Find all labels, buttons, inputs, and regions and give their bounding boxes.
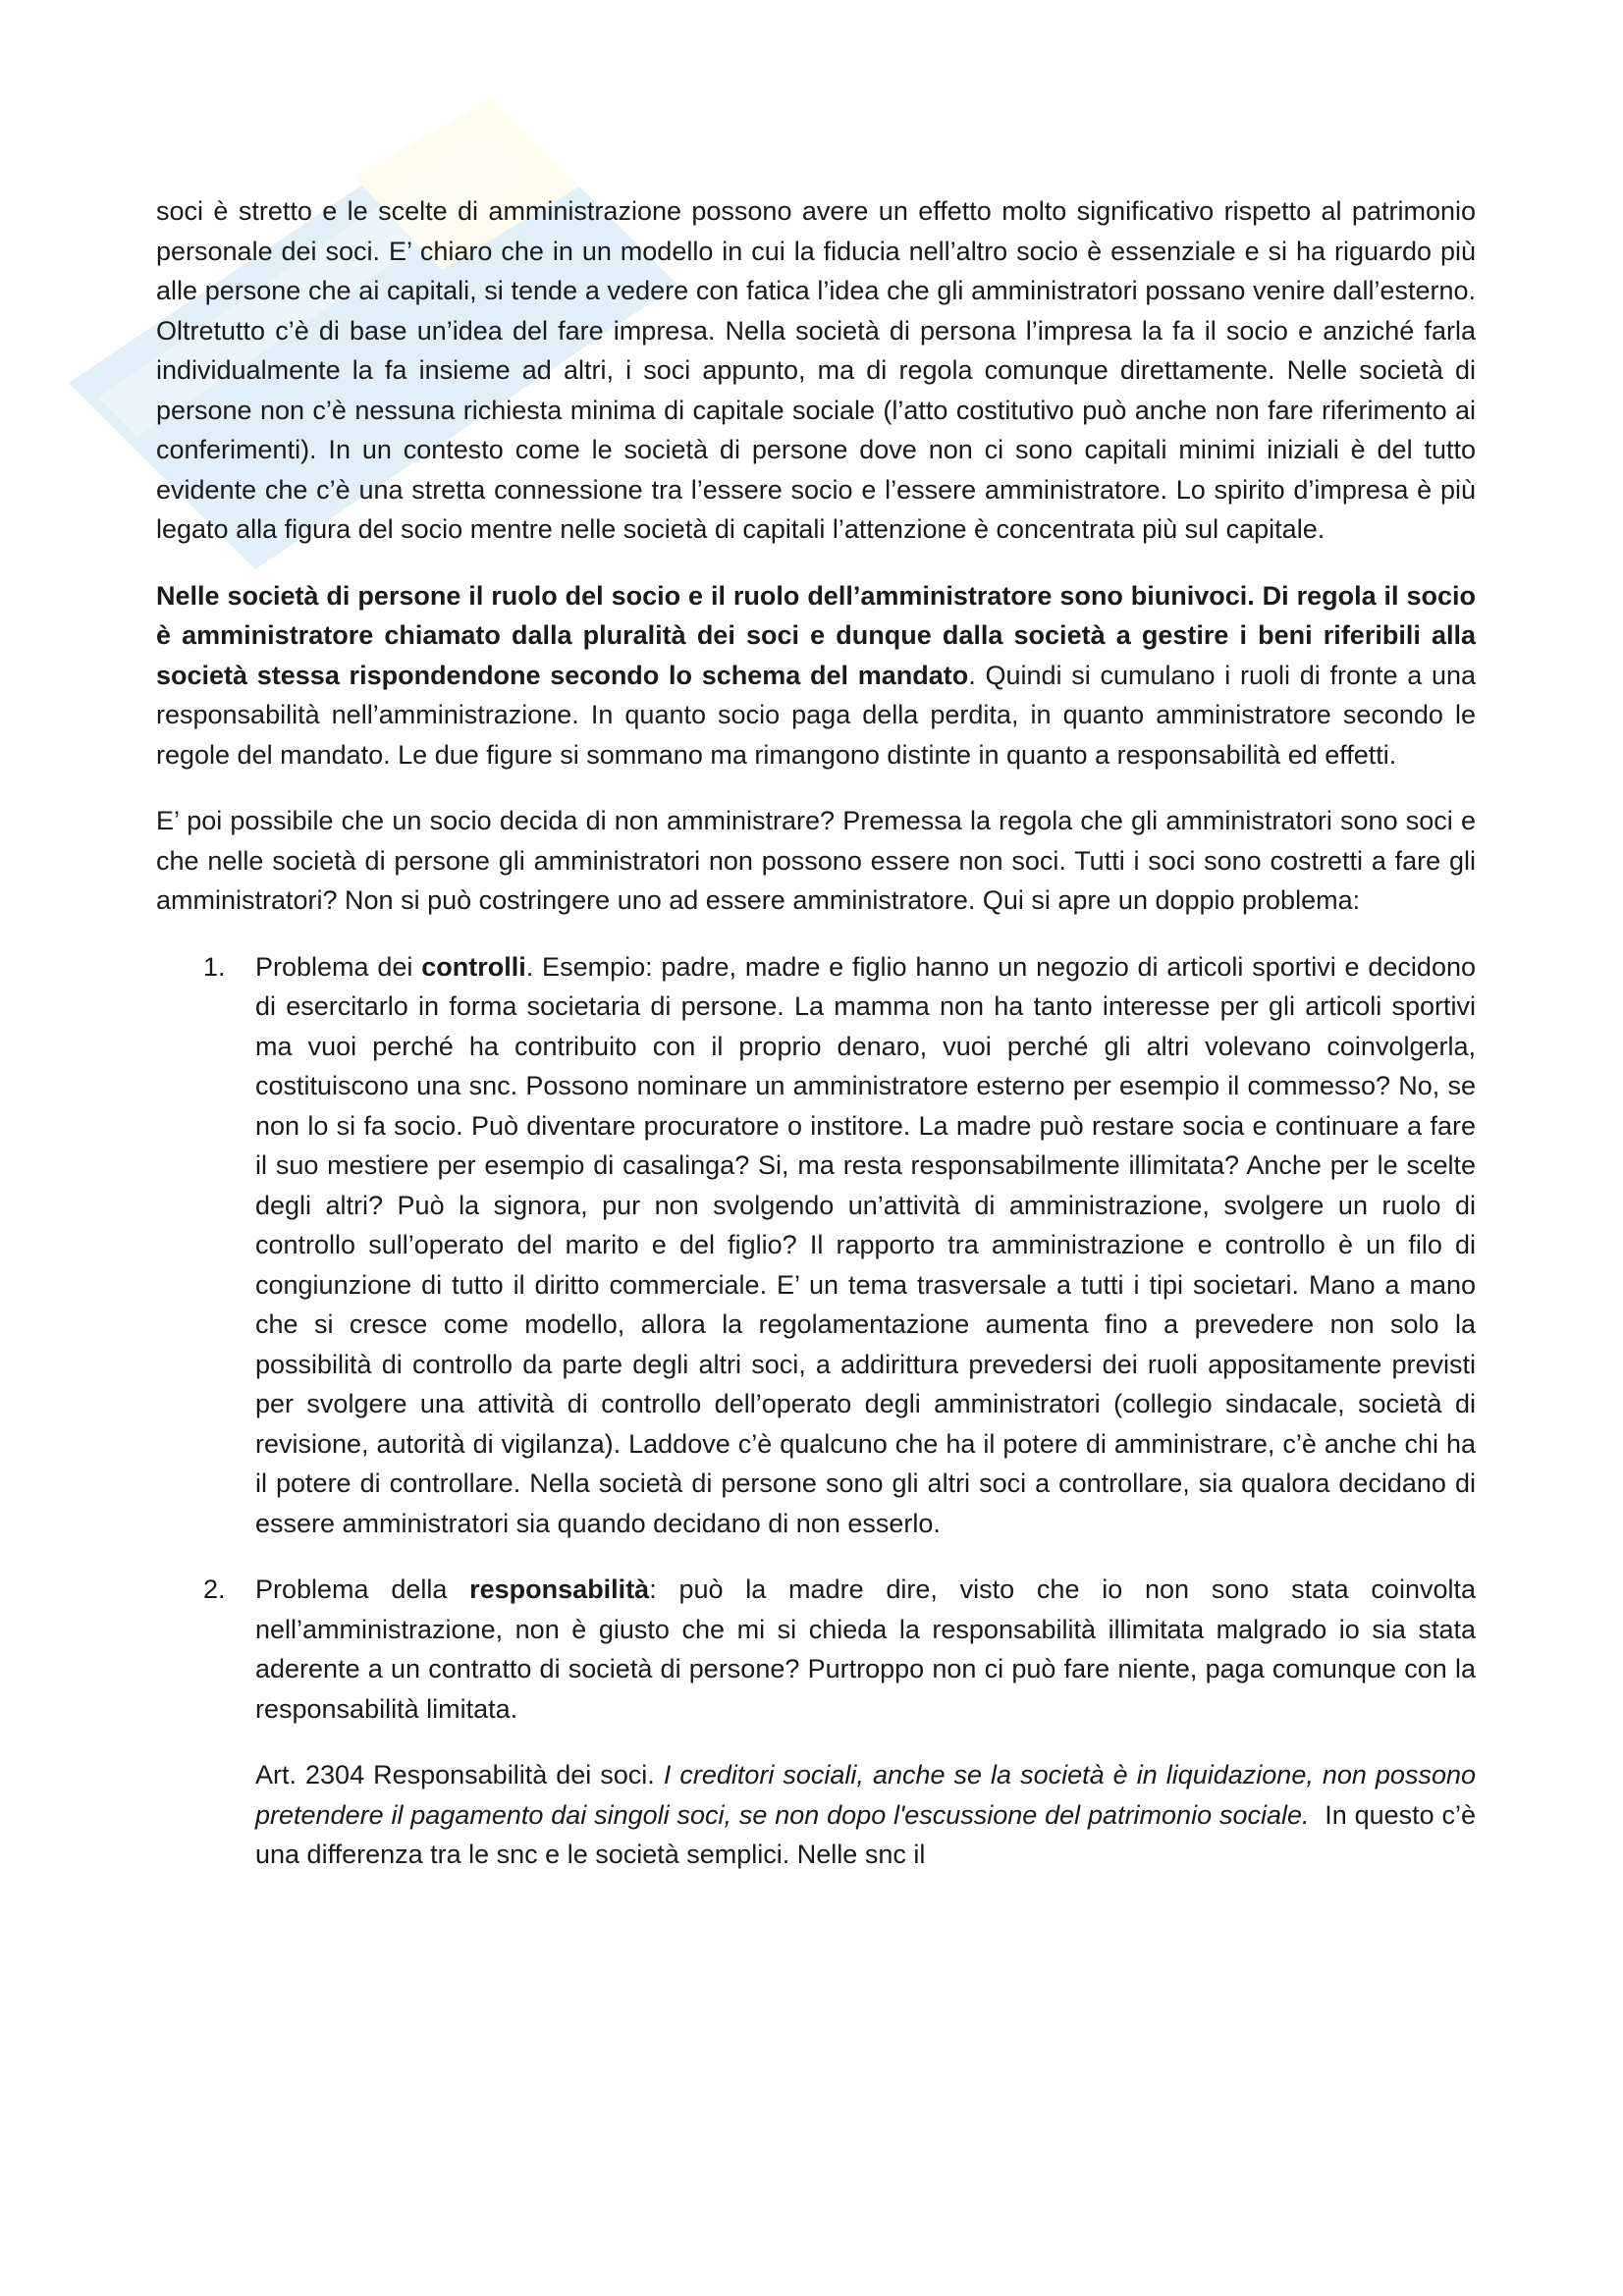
- paragraph-ruoli-rest: . Quindi si cumulano i ruoli di fronte a una responsabilità nell’amministrazione. In quanto socio paga della perdita, in quanto amministratore secondo le regole del mandato. Le due figure si sommano ma rimangono distinte in quanto a responsabilità ed effetti.: [156, 660, 1476, 770]
- paragraph-soci-amministrazione: soci è stretto e le scelte di amministrazione possono avere un effetto molto significativo rispetto al patrimonio personale dei soci. E’ chiaro che in un modello in cui la fiducia nell’altro socio è essenziale e si ha riguardo più alle persone che ai capitali, si tende a vedere con fatica l’idea che gli amministratori possano venire dall’esterno. Oltretutto c’è di base un’idea del fare impresa. Nella società di persona l’impresa la fa il socio e anziché farla individualmente la fa insieme ad altri, i soci appunto, ma di regola comunque direttamente. Nelle società di persone non c’è nessuna richiesta minima di capitale sociale (l’atto costitutivo può anche non fare riferimento ai conferimenti). In un contesto come le società di persone dove non ci sono capitali minimi iniziali è del tutto evidente che c’è una stretta connessione tra l’essere socio e l’essere amministratore. Lo spirito d’impresa è più legato alla figura del socio mentre nelle società di capitali l’attenzione è concentrata più sul capitale.: [156, 196, 1476, 544]
- document-page: [156, 191, 1484, 1875]
- paragraph-ruoli-biunivoci: [156, 576, 1476, 775]
- list-item: [156, 1570, 1476, 1729]
- article-block: [156, 1755, 1484, 1875]
- article-paragraph: [255, 1755, 1484, 1875]
- list-item-text: [255, 947, 1476, 1544]
- list-keyword: controlli: [421, 951, 526, 982]
- list-lead: Problema dei: [255, 951, 422, 982]
- article-commentary: In questo c’è una differenza tra le snc e le società semplici. Nelle snc il: [255, 1799, 1484, 1869]
- list-item-text: [255, 1570, 1476, 1729]
- list-lead: Problema della: [255, 1575, 470, 1604]
- paragraph-doppio-problema: E’ poi possibile che un socio decida di non amministrare? Premessa la regola che gli amministratori sono soci e che nelle società di persone gli amministratori non possono essere non soci. Tutti i soci sono costretti a fare gli amministratori? Non si può costringere uno ad essere amministratore. Qui si apre un doppio problema:: [156, 806, 1476, 915]
- list-item: [156, 947, 1476, 1544]
- article-reference: Art. 2304 Responsabilità dei soci.: [255, 1760, 664, 1789]
- list-body: . Esempio: padre, madre e figlio hanno un negozio di articoli sportivi e decidono di esercitarlo in forma societaria di persone. La mamma non ha tanto interesse per gli articoli sportivi ma vuoi perché ha contribuito con il proprio denaro, vuoi perché gli altri volevano coinvolgerla, costituiscono una snc. Possono nominare un amministratore esterno per esempio il commesso? No, se non lo si fa socio. Può diventare procuratore o institore. La madre può restare socia e continuare a fare il suo mestiere per esempio di casalinga? Si, ma resta responsabilmente illimitata? Anche per le scelte degli altri? Può la signora, pur non svolgendo un’attività di amministrazione, svolgere un ruolo di controllo sull’operato del marito e del figlio? Il rapporto tra amministrazione e controllo è un filo di congiunzione di tutto il diritto commerciale. E’ un tema trasversale a tutti i tipi societari. Mano a mano che si cresce come modello, allora la regolamentazione aumenta fino a prevedere non solo la possibilità di controllo da parte degli altri soci, a addirittura prevedersi dei ruoli appositamente previsti per svolgere una attività di controllo dell’operato degli amministratori (collegio sindacale, società di revisione, autorità di vigilanza). Laddove c’è qualcuno che ha il potere di amministrare, c’è anche chi ha il potere di controllare. Nella società di persone sono gli altri soci a controllare, sia qualora decidano di essere amministratori sia quando decidano di non esserlo.: [255, 951, 1476, 1538]
- list-number: 1.: [203, 951, 226, 982]
- problems-list: [156, 947, 1476, 1730]
- article-quote: I creditori sociali, anche se la società è in liquidazione, non possono pretendere il pagamento dai singoli soci, se non dopo l'escussione del patrimonio sociale.: [255, 1760, 1476, 1830]
- list-number: 2.: [203, 1575, 226, 1604]
- bold-statement: Nelle società di persone il ruolo del socio e il ruolo dell’amministratore sono biunivoci. Di regola il socio è amministratore chiamato dalla pluralità dei soci e dunque dalla società a gestire i beni riferibili alla società stessa rispondendone secondo lo schema del mandato: [156, 580, 1476, 690]
- list-keyword: responsabilità: [469, 1575, 650, 1604]
- list-body: : può la madre dire, visto che io non sono stata coinvolta nell’amministrazione, non è giusto che mi si chieda la responsabilità illimitata malgrado io sia stata aderente a un contratto di società di persone? Purtroppo non ci può fare niente, paga comunque con la responsabilità limitata.: [255, 1575, 1476, 1724]
